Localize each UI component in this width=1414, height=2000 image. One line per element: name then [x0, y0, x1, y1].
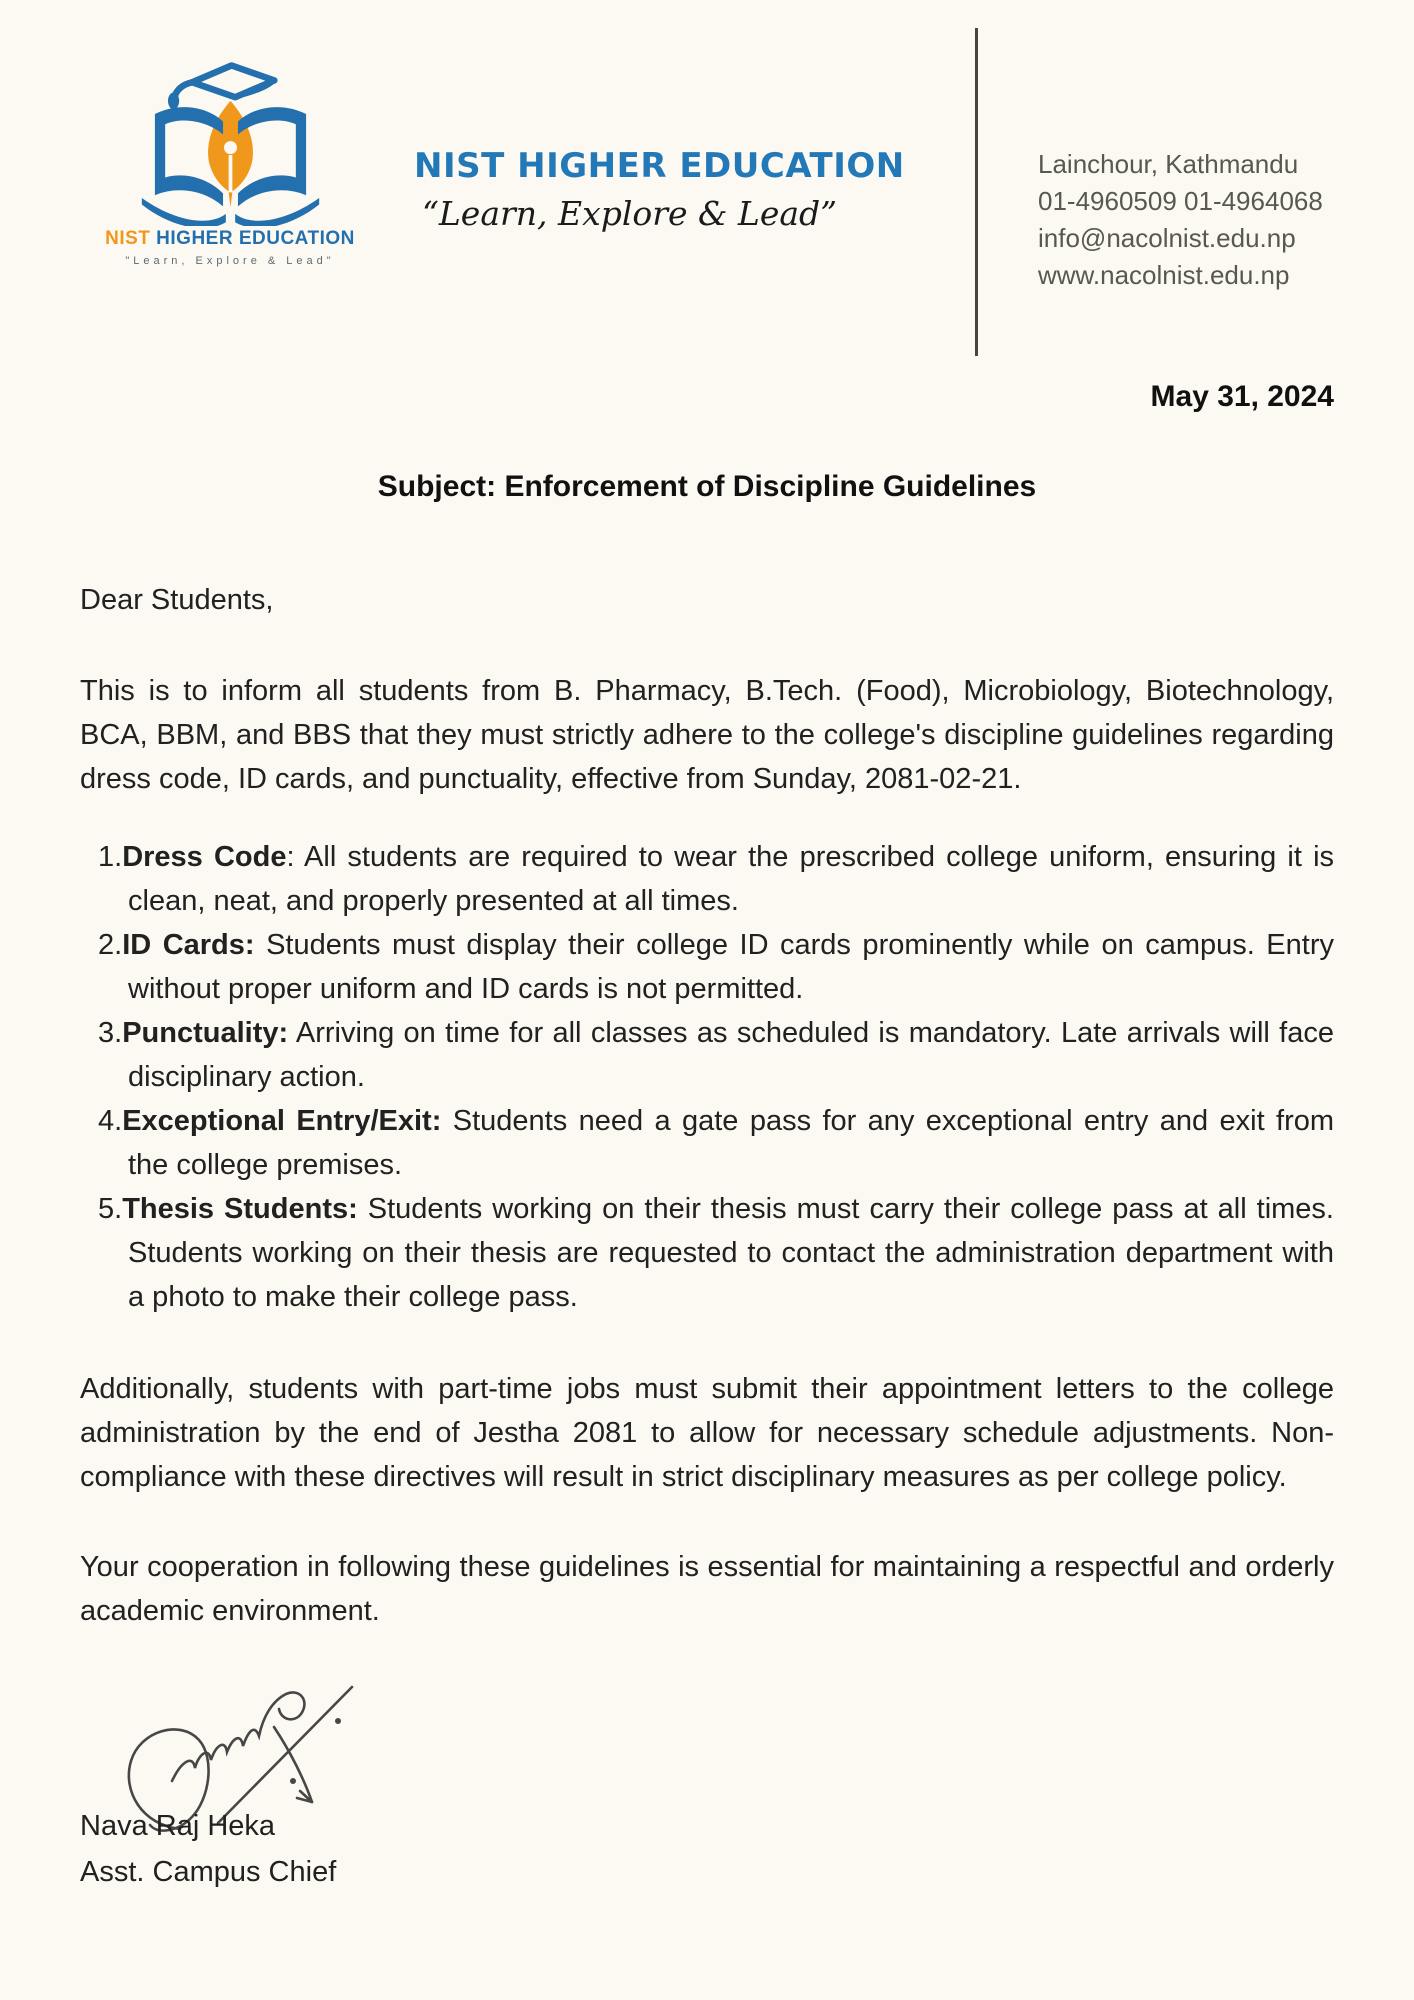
- contact-address: Lainchour, Kathmandu: [1038, 149, 1299, 179]
- letterhead: [80, 28, 1334, 358]
- rule-number: 4.: [98, 1105, 123, 1137]
- logo-wordmark-rest: HIGHER EDUCATION: [150, 228, 355, 249]
- rule-number: 5.: [98, 1193, 123, 1225]
- signatory-name: Nava Raj Heka: [80, 1810, 276, 1842]
- salutation: Dear Students,: [80, 584, 274, 616]
- list-item-exceptional-entry-exit: [80, 1099, 1334, 1187]
- subject-line: Subject: Enforcement of Discipline Guidelines: [377, 470, 1037, 503]
- signatory-title: Asst. Campus Chief: [80, 1856, 337, 1888]
- rule-text: Students need a gate pass for any exceptional entry and exit from the college premises.: [128, 1105, 1335, 1181]
- logo-tagline: "Learn, Explore & Lead": [125, 255, 335, 267]
- contact-email: info@nacolnist.edu.np: [1038, 223, 1296, 253]
- rule-text: Arriving on time for all classes as scheduled is mandatory. Late arrivals will face disciplinary action.: [128, 1017, 1334, 1093]
- signature-block: [80, 1659, 1334, 1895]
- brand-tagline: “Learn, Explore & Lead”: [422, 194, 838, 233]
- rule-number: 3.: [98, 1017, 123, 1049]
- contact-website: www.nacolnist.edu.np: [1038, 260, 1290, 290]
- rule-title: Punctuality:: [122, 1017, 289, 1049]
- rule-number: 2.: [98, 929, 123, 961]
- rule-title: Dress Code: [122, 841, 287, 873]
- contact-phone: 01-4960509 01-4964068: [1038, 186, 1323, 216]
- logo-wordmark: [80, 228, 380, 250]
- brand-title: NIST HIGHER EDUCATION: [414, 146, 905, 186]
- rule-text: Students working on their thesis must carry their college pass at all times. Students working on their thesis are requested to contact the administration department with a photo to make their college pass.: [128, 1193, 1334, 1313]
- rule-number: 1.: [98, 841, 123, 873]
- contact-block: [978, 28, 1334, 356]
- rule-text: : All students are required to wear the prescribed college uniform, ensuring it is clean, neat, and properly presented at all times.: [128, 841, 1335, 917]
- logo-block: [80, 28, 380, 267]
- intro-paragraph: This is to inform all students from B. Pharmacy, B.Tech. (Food), Microbiology, Biotechnology, BCA, BBM, and BBS that they must strictly adhere to the college's discipline guidelines regarding dress code, ID cards, and punctuality, effective from Sunday, 2081-02-21.: [80, 675, 1334, 795]
- letter-date: May 31, 2024: [1150, 380, 1334, 413]
- logo-wordmark-nist: NIST: [105, 228, 151, 249]
- list-item-dress-code: [80, 835, 1334, 923]
- additional-paragraph: Additionally, students with part-time jobs must submit their appointment letters to the college administration by the end of Jestha 2081 to allow for necessary schedule adjustments. Non-compliance with these directives will result in strict disciplinary measures as per college policy.: [80, 1373, 1334, 1493]
- rule-title: Exceptional Entry/Exit:: [122, 1105, 442, 1137]
- rule-title: ID Cards:: [122, 929, 255, 961]
- rule-text: Students must display their college ID cards prominently while on campus. Entry without proper uniform and ID cards is not permitted.: [128, 929, 1334, 1005]
- list-item-thesis-students: [80, 1187, 1334, 1319]
- list-item-id-cards: [80, 923, 1334, 1011]
- cooperation-paragraph: Your cooperation in following these guidelines is essential for maintaining a respectful and orderly academic environment.: [80, 1551, 1334, 1627]
- rules-list: [80, 835, 1334, 1319]
- rule-title: Thesis Students:: [122, 1193, 358, 1225]
- list-item-punctuality: [80, 1011, 1334, 1099]
- nist-logo-icon: [123, 58, 338, 226]
- contact-section: [975, 28, 1334, 356]
- brand-block: [380, 28, 975, 233]
